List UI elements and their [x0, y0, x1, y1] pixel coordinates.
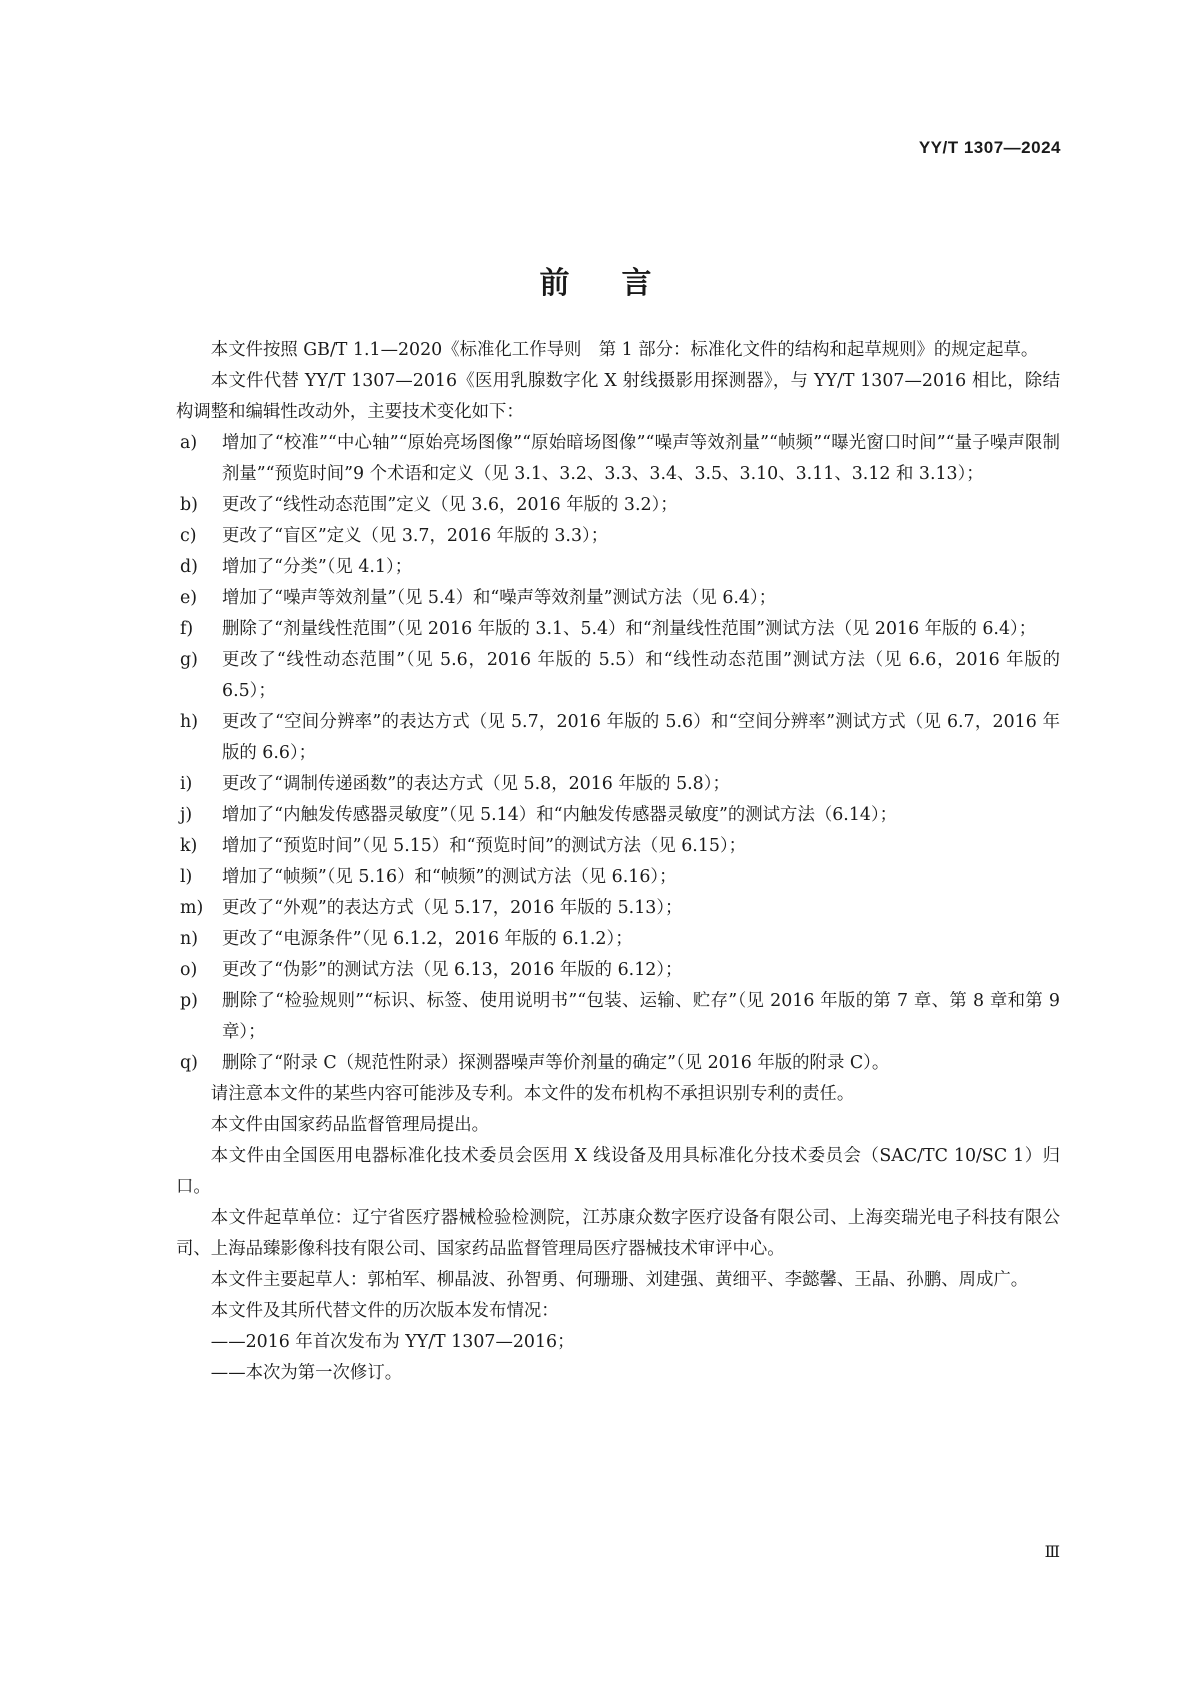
- list-item-text: 更改了“外观”的表达方式（见 5.17，2016 年版的 5.13）；: [222, 898, 683, 918]
- list-item: [176, 924, 1060, 955]
- list-marker: d): [180, 557, 198, 577]
- list-item: [176, 1048, 1060, 1079]
- history-intro: 本文件及其所代替文件的历次版本发布情况：: [210, 1301, 559, 1321]
- list-item-text: 更改了“线性动态范围”（见 5.6，2016 年版的 5.5）和“线性动态范围”测试方法（见 6.6，2016 年版的 6.5）；: [222, 650, 1060, 701]
- page-title: 前言: [539, 266, 704, 302]
- proposer-statement: 本文件由国家药品监督管理局提出。: [210, 1115, 490, 1135]
- list-item: [176, 552, 1060, 583]
- list-marker: e): [180, 588, 198, 608]
- list-marker: i): [180, 774, 193, 794]
- list-item-text: 增加了“内触发传感器灵敏度”（见 5.14）和“内触发传感器灵敏度”的测试方法（6.14）；: [222, 805, 898, 825]
- page-number: Ⅲ: [1044, 1542, 1059, 1561]
- foreword-body: [176, 335, 1060, 1389]
- list-item: [176, 490, 1060, 521]
- list-marker: n): [180, 929, 198, 949]
- list-marker: l): [180, 867, 193, 887]
- list-item: [176, 583, 1060, 614]
- list-item-text: 更改了“伪影”的测试方法（见 6.13，2016 年版的 6.12）；: [222, 960, 683, 980]
- list-item-text: 删除了“检验规则”“标识、标签、使用说明书”“包装、运输、贮存”（见 2016 年版的第 7 章、第 8 章和第 9 章）；: [222, 991, 1060, 1042]
- list-item: [176, 862, 1060, 893]
- list-item-text: 增加了“预览时间”（见 5.15）和“预览时间”的测试方法（见 6.15）；: [222, 836, 747, 856]
- list-item: [176, 955, 1060, 986]
- list-item: [176, 769, 1060, 800]
- history-item: ——本次为第一次修订。: [210, 1363, 403, 1383]
- committee-statement: 本文件由全国医用电器标准化技术委员会医用 X 线设备及用具标准化分技术委员会（SAC/TC 10/SC 1）归口。: [176, 1146, 1060, 1197]
- list-marker: h): [180, 712, 198, 732]
- drafters: 本文件主要起草人：郭柏军、柳晶波、孙智勇、何珊珊、刘建强、黄细平、李懿馨、王晶、孙鹏、周成广。: [210, 1270, 1029, 1290]
- list-marker: q): [180, 1053, 198, 1073]
- document-code: YY/T 1307—2024: [918, 138, 1061, 157]
- list-item: [176, 800, 1060, 831]
- list-item-text: 增加了“校准”“中心轴”“原始亮场图像”“原始暗场图像”“噪声等效剂量”“帧频”“曝光窗口时间”“量子噪声限制剂量”“预览时间”9 个术语和定义（见 3.1、3.2、3.3、3.4、3.5、3.10、3.11、3.12 和 3.13）；: [222, 433, 1060, 484]
- list-item: [176, 893, 1060, 924]
- list-item-text: 更改了“线性动态范围”定义（见 3.6，2016 年版的 3.2）；: [222, 495, 678, 515]
- list-item: [176, 428, 1060, 490]
- history-item: ——2016 年首次发布为 YY/T 1307—2016；: [210, 1332, 575, 1352]
- technical-changes-list: [176, 428, 1060, 1079]
- list-item: [176, 831, 1060, 862]
- list-item: [176, 707, 1060, 769]
- list-marker: b): [180, 495, 198, 515]
- list-marker: k): [180, 836, 198, 856]
- list-item-text: 更改了“电源条件”（见 6.1.2，2016 年版的 6.1.2）；: [222, 929, 633, 949]
- list-item: [176, 614, 1060, 645]
- list-marker: m): [180, 898, 204, 918]
- list-marker: f): [180, 619, 194, 639]
- list-marker: a): [180, 433, 198, 453]
- list-item-text: 删除了“附录 C（规范性附录）探测器噪声等价剂量的确定”（见 2016 年版的附录 C）。: [222, 1053, 890, 1073]
- list-item-text: 增加了“噪声等效剂量”（见 5.4）和“噪声等效剂量”测试方法（见 6.4）；: [222, 588, 777, 608]
- list-item: [176, 521, 1060, 552]
- list-item: [176, 645, 1060, 707]
- patent-notice: 请注意本文件的某些内容可能涉及专利。本文件的发布机构不承担识别专利的责任。: [210, 1084, 855, 1104]
- list-item-text: 增加了“帧频”（见 5.16）和“帧频”的测试方法（见 6.16）；: [222, 867, 677, 887]
- list-item-text: 更改了“调制传递函数”的表达方式（见 5.8，2016 年版的 5.8）；: [222, 774, 730, 794]
- list-item-text: 增加了“分类”（见 4.1）；: [222, 557, 413, 577]
- list-marker: g): [180, 650, 198, 670]
- list-item: [176, 986, 1060, 1048]
- list-item-text: 更改了“空间分辨率”的表达方式（见 5.7，2016 年版的 5.6）和“空间分辨率”测试方式（见 6.7，2016 年版的 6.6）；: [222, 712, 1060, 763]
- list-item-text: 删除了“剂量线性范围”（见 2016 年版的 3.1、5.4）和“剂量线性范围”测试方法（见 2016 年版的 6.4）；: [222, 619, 1037, 639]
- list-item-text: 更改了“盲区”定义（见 3.7，2016 年版的 3.3）；: [222, 526, 609, 546]
- intro-paragraph: 本文件按照 GB/T 1.1—2020《标准化工作导则 第 1 部分：标准化文件的结构和起草规则》的规定起草。: [210, 340, 1039, 360]
- list-marker: c): [180, 526, 197, 546]
- list-marker: p): [180, 991, 198, 1011]
- list-marker: o): [180, 960, 198, 980]
- list-marker: j): [180, 805, 193, 825]
- drafting-units: 本文件起草单位：辽宁省医疗器械检验检测院，江苏康众数字医疗设备有限公司、上海奕瑞光电子科技有限公司、上海品臻影像科技有限公司、国家药品监督管理局医疗器械技术审评中心。: [176, 1208, 1060, 1259]
- intro-paragraph: 本文件代替 YY/T 1307—2016《医用乳腺数字化 X 射线摄影用探测器》，与 YY/T 1307—2016 相比，除结构调整和编辑性改动外，主要技术变化如下：: [176, 371, 1060, 422]
